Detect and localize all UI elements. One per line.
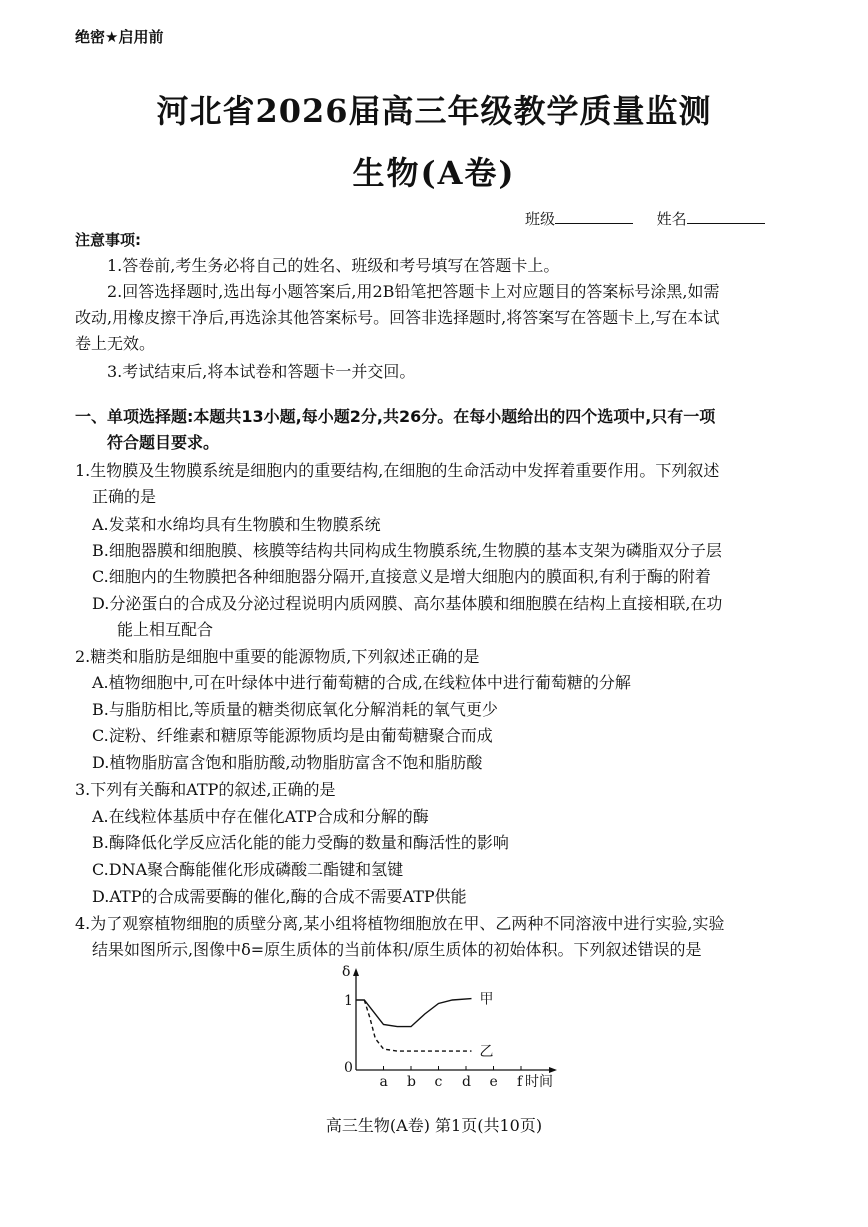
- chart-axes: [353, 968, 557, 1073]
- y-tick-label: 1: [344, 993, 353, 1009]
- question-1-option-c[interactable]: C.细胞内的生物膜把各种细胞器分隔开,直接意义是增大细胞内的膜面积,有利于酶的附着: [92, 567, 711, 586]
- x-axis-label: 时间: [525, 1074, 553, 1090]
- y-tick-label: 0: [344, 1060, 353, 1076]
- question-1-option-a[interactable]: A.发菜和水绵均具有生物膜和生物膜系统: [92, 515, 381, 534]
- notice-line: 改动,用橡皮擦干净后,再选涂其他答案标号。回答非选择题时,将答案写在答题卡上,写在本试: [75, 308, 720, 327]
- question-2-option-c[interactable]: C.淀粉、纤维素和糖原等能源物质均是由葡萄糖聚合而成: [92, 726, 493, 745]
- x-tick-label: c: [434, 1074, 443, 1090]
- question-1-option-d[interactable]: D.分泌蛋白的合成及分泌过程说明内质网膜、高尔基体膜和细胞膜在结构上直接相联,在功: [92, 594, 723, 613]
- chart-series: [356, 999, 472, 1052]
- x-tick-label: a: [379, 1074, 388, 1090]
- name-field[interactable]: [687, 207, 765, 224]
- question-2-option-a[interactable]: A.植物细胞中,可在叶绿体中进行葡萄糖的合成,在线粒体中进行葡萄糖的分解: [92, 673, 631, 692]
- question-1-stem: 1.生物膜及生物膜系统是细胞内的重要结构,在细胞的生命活动中发挥着重要作用。下列叙述: [75, 461, 720, 480]
- x-tick-label: e: [489, 1074, 498, 1090]
- question-4-stem-cont: 结果如图所示,图像中δ=原生质体的当前体积/原生质体的初始体积。下列叙述错误的是: [92, 940, 702, 959]
- series-label-jia: 甲: [479, 991, 494, 1008]
- question-1-option-b[interactable]: B.细胞器膜和细胞膜、核膜等结构共同构成生物膜系统,生物膜的基本支架为磷脂双分子层: [92, 541, 722, 560]
- series-label-yi: 乙: [479, 1044, 494, 1061]
- question-4-stem: 4.为了观察植物细胞的质壁分离,某小组将植物细胞放在甲、乙两种不同溶液中进行实验,实验: [75, 914, 725, 933]
- question-3-option-a[interactable]: A.在线粒体基质中存在催化ATP合成和分解的酶: [92, 807, 429, 826]
- class-field[interactable]: [555, 207, 633, 224]
- secrecy-label: 绝密★启用前: [75, 28, 164, 46]
- question-2-stem: 2.糖类和脂肪是细胞中重要的能源物质,下列叙述正确的是: [75, 647, 480, 666]
- question-1-option-d-cont: 能上相互配合: [117, 620, 214, 639]
- section-heading: 一、单项选择题:本题共13小题,每小题2分,共26分。在每小题给出的四个选项中,只有一项: [75, 407, 716, 426]
- page-subtitle: 生物(A卷): [352, 154, 516, 192]
- notice-line: 卷上无效。: [75, 334, 156, 353]
- class-label: 班级: [525, 210, 556, 228]
- question-1-stem-cont: 正确的是: [92, 487, 157, 506]
- question-3-option-d[interactable]: D.ATP的合成需要酶的催化,酶的合成不需要ATP供能: [92, 887, 467, 906]
- page-title: 河北省2026届高三年级教学质量监测: [156, 92, 712, 130]
- page-footer: 高三生物(A卷) 第1页(共10页): [325, 1116, 543, 1135]
- question-3-option-c[interactable]: C.DNA聚合酶能催化形成磷酸二酯键和氢键: [92, 860, 404, 879]
- x-tick-label: b: [407, 1074, 416, 1090]
- section-heading-cont: 符合题目要求。: [107, 433, 220, 452]
- x-tick-label: d: [462, 1074, 471, 1090]
- question-2-option-d[interactable]: D.植物脂肪富含饱和脂肪酸,动物脂肪富含不饱和脂肪酸: [92, 753, 483, 772]
- notice-line: 3.考试结束后,将本试卷和答题卡一并交回。: [107, 362, 416, 381]
- series-line-yi: [364, 1000, 471, 1051]
- notice-line: 1.答卷前,考生务必将自己的姓名、班级和考号填写在答题卡上。: [107, 256, 560, 275]
- y-axis-label: δ: [342, 964, 351, 980]
- question-3-stem: 3.下列有关酶和ATP的叙述,正确的是: [75, 780, 336, 799]
- protoplast-volume-chart: [330, 962, 570, 1090]
- notice-line: 2.回答选择题时,选出每小题答案后,用2B铅笔把答题卡上对应题目的答案标号涂黑,如需: [107, 282, 720, 301]
- series-line-jia: [356, 999, 472, 1027]
- chart-labels: [342, 964, 553, 1090]
- name-label: 姓名: [656, 210, 687, 228]
- x-tick-label: f: [517, 1074, 523, 1090]
- question-2-option-b[interactable]: B.与脂肪相比,等质量的糖类彻底氧化分解消耗的氧气更少: [92, 700, 498, 719]
- x-axis-arrow: [549, 1067, 557, 1073]
- notice-heading: 注意事项:: [75, 231, 141, 249]
- y-axis-arrow: [353, 968, 359, 976]
- student-info-fields: [525, 207, 765, 229]
- question-3-option-b[interactable]: B.酶降低化学反应活化能的能力受酶的数量和酶活性的影响: [92, 833, 509, 852]
